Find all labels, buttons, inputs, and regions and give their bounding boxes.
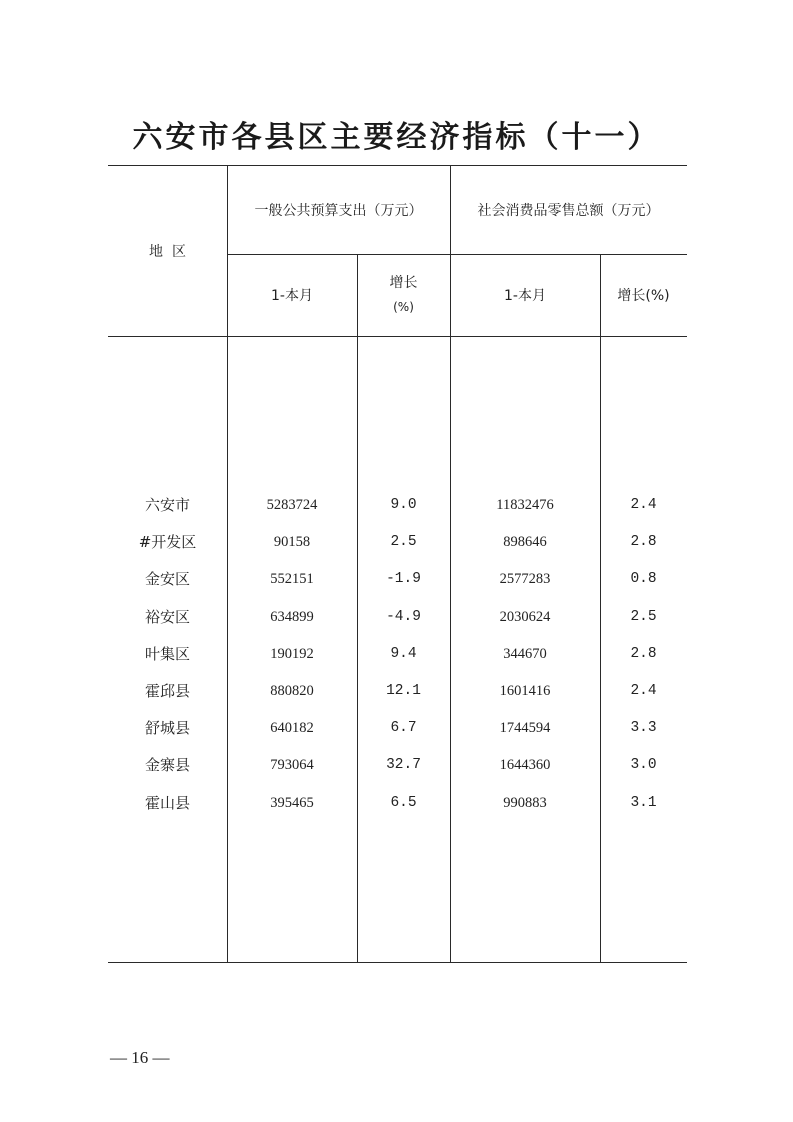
- table-row: [108, 673, 687, 710]
- header-retail-label: 社会消费品零售总额（万元）: [477, 202, 660, 219]
- table-row: [108, 710, 687, 747]
- table-row: [108, 561, 687, 598]
- table-row: [108, 524, 687, 561]
- header-retail-ytd-label: 1-本月: [504, 288, 546, 304]
- cell-retail-growth: 0.8: [630, 571, 657, 588]
- cell-retail-ytd: 1601416: [499, 683, 551, 699]
- cell-retail-growth: 2.4: [630, 683, 657, 699]
- header-budget: [227, 165, 450, 254]
- header-budget-ytd-label: 1-本月: [271, 288, 313, 304]
- cell-retail-growth: 2.8: [630, 645, 657, 662]
- header-retail-growth: [600, 254, 687, 336]
- cell-retail-growth: 2.5: [630, 608, 657, 625]
- cell-region: 霍山县: [144, 793, 190, 812]
- cell-budget-growth: 2.5: [390, 534, 417, 551]
- cell-budget-ytd: 395465: [270, 794, 314, 811]
- cell-retail-growth: 3.1: [630, 794, 657, 811]
- cell-region: 六安市: [144, 496, 190, 514]
- page-number: — 16 —: [110, 1048, 170, 1067]
- header-region: [108, 165, 227, 336]
- header-budget-ytd: [227, 254, 357, 336]
- cell-budget-ytd: 552151: [270, 571, 314, 588]
- cell-retail-ytd: 1644360: [499, 757, 551, 774]
- cell-retail-ytd: 2577283: [499, 571, 551, 588]
- cell-retail-ytd: 344670: [503, 645, 547, 662]
- header-budget-growth-label: 增长: [389, 275, 418, 291]
- cell-budget-ytd: 90158: [273, 534, 311, 551]
- header-budget-growth-unit: (%): [393, 300, 414, 314]
- cell-retail-ytd: 990883: [503, 794, 547, 811]
- cell-budget-growth: 12.1: [386, 683, 421, 699]
- cell-budget-growth: 6.7: [390, 720, 417, 737]
- table-bottom-rule: [108, 962, 687, 963]
- cell-budget-growth: 32.7: [386, 757, 421, 774]
- cell-region: 金寨县: [144, 756, 190, 775]
- cell-retail-ytd: 11832476: [496, 497, 554, 513]
- header-budget-growth: [357, 254, 450, 336]
- table-row: [108, 487, 687, 524]
- cell-region: 舒城县: [144, 719, 190, 738]
- cell-budget-growth: 9.4: [390, 645, 417, 662]
- cell-region: #开发区: [138, 533, 197, 552]
- page-title: 六安市各县区主要经济指标（十一）: [132, 120, 661, 155]
- table-row: [108, 599, 687, 636]
- cell-retail-ytd: 2030624: [499, 608, 551, 625]
- table-row: [108, 636, 687, 673]
- table-row: [108, 785, 687, 822]
- cell-budget-ytd: 793064: [270, 757, 314, 774]
- header-retail-ytd: [450, 254, 600, 336]
- cell-retail-growth: 3.0: [630, 757, 657, 774]
- cell-retail-ytd: 898646: [503, 534, 547, 551]
- cell-budget-growth: 6.5: [390, 794, 417, 811]
- cell-budget-ytd: 640182: [270, 720, 314, 737]
- cell-retail-growth: 3.3: [630, 720, 657, 737]
- cell-budget-ytd: 634899: [270, 608, 314, 625]
- cell-budget-growth: -1.9: [386, 571, 421, 588]
- cell-region: 金安区: [144, 570, 190, 589]
- cell-retail-ytd: 1744594: [499, 720, 551, 737]
- header-region-label: 地 区: [149, 243, 186, 260]
- cell-budget-growth: 9.0: [390, 497, 417, 513]
- cell-region: 霍邱县: [144, 682, 190, 700]
- header-budget-label: 一般公共预算支出（万元）: [254, 202, 423, 219]
- cell-budget-ytd: 190192: [270, 645, 314, 662]
- header-retail: [450, 165, 687, 254]
- cell-region: 裕安区: [144, 607, 190, 626]
- cell-budget-ytd: 5283724: [266, 497, 318, 513]
- cell-region: 叶集区: [144, 644, 190, 663]
- table-row: [108, 747, 687, 784]
- cell-retail-growth: 2.8: [630, 534, 657, 551]
- header-retail-growth-label: 增长(%): [617, 288, 670, 304]
- cell-budget-growth: -4.9: [386, 608, 421, 625]
- cell-budget-ytd: 880820: [270, 683, 314, 699]
- cell-retail-growth: 2.4: [630, 497, 657, 513]
